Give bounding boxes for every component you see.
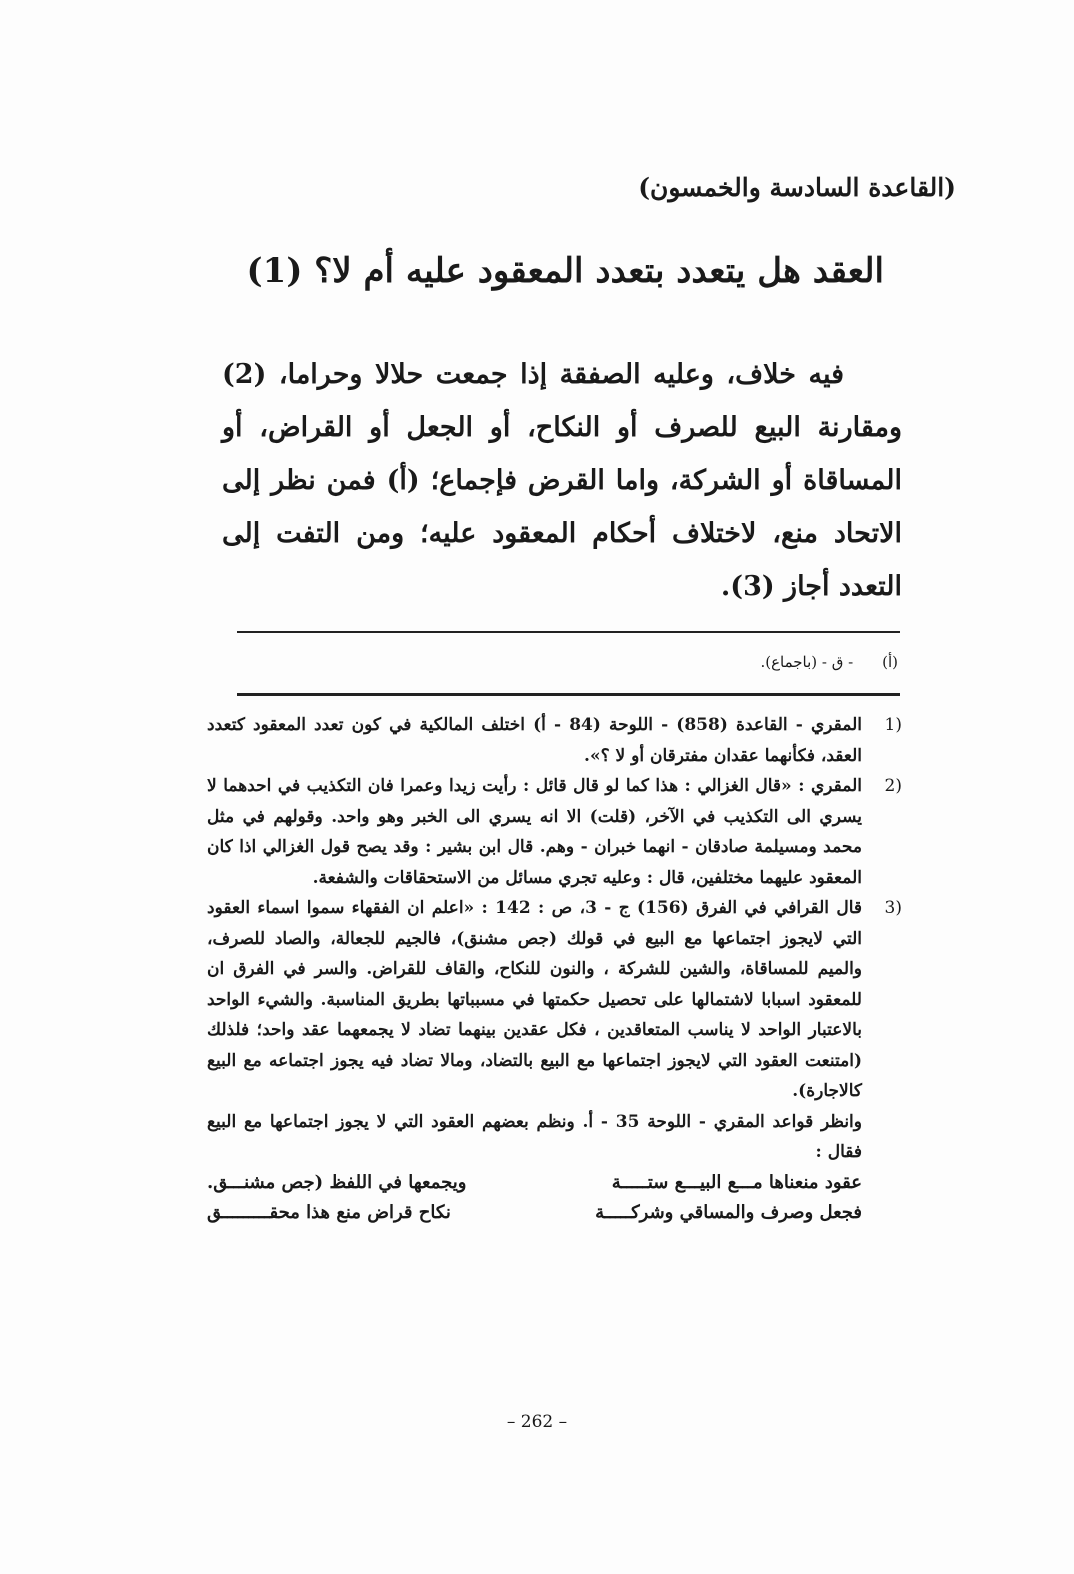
body-text xyxy=(222,348,902,613)
verse-hemistich: عقود منعناها مـــع البيـــع ستـــــة xyxy=(611,1171,862,1193)
footnote-3 xyxy=(207,893,902,1168)
page-number: – 262 – xyxy=(506,1412,568,1432)
footnote-number: (1 xyxy=(884,715,902,735)
footnote-text: المقري - القاعدة (858) - اللوحة (84 - أ) اختلف المالكية في كون تعدد المعقود كتعدد العقد، فكأنهما عقدان مفترقان أو لا ؟». xyxy=(207,715,862,766)
footnote-text: المقري : «قال الغزالي : هذا كما لو قال قائل : رأيت زيدا وعمرا فان التكذيب في احدهما لا يسري الى التكذيب في الآخر، (قلت) الا انه يسري الى الخبر وهو واحد. وقولهم في مثل محمد ومسيلمة صادقان - انهما خبران - وهم. قال ابن بشير : وقد يصح قول الغزالي اذا كان المعقود عليهما مختلفين، قال : وعليه تجري مسائل من الاستحقاقات والشفعة. xyxy=(207,776,862,888)
verse-line xyxy=(207,1168,902,1199)
footnote-separator-line xyxy=(237,693,900,696)
verse-hemistich: فجعل وصرف والمساقي وشركـــــة xyxy=(595,1202,862,1223)
footnote-number: (3 xyxy=(884,898,902,918)
verse-hemistich: نكاح قراض منع هذا محقـــــــــق xyxy=(207,1202,451,1223)
footnote-number: (2 xyxy=(884,776,902,796)
variant-note-marker: (أ) xyxy=(882,653,898,671)
footnote-2 xyxy=(207,771,902,893)
footnote-text: قال القرافي في الفرق (156) ج - 3، ص : 142 : «اعلم ان الفقهاء سموا اسماء العقود التي لايجوز اجتماعها مع البيع في قولك (جص مشنق)، فالجيم للجعالة، والصاد للصرف، والميم للمساقاة، والشين للشركة ، والنون للنكاح، والقاف للقراض. والسر في الفرق ان للمعقود اسبابا لاشتمالها على تحصيل حكمتها في مسبباتها بطريق المناسبة. والشيء الواحد بالاعتبار الواحد لا يناسب المتعاقدين ، فكل عقدين بينهما تضاد لا يجمعهما عقد واحد؛ فلذلك (امتنعت العقود التي لايجوز اجتماعها مع البيع بالتضاد، ومالا تضاد فيه يجوز اجتماعه مع البيع كالاجارة). xyxy=(207,898,863,1101)
rule-title: العقد هل يتعدد بتعدد المعقود عليه أم لا؟ (1) xyxy=(246,251,884,291)
variant-note-text: - ق - (باجماع). xyxy=(760,653,854,671)
footnote-text: وانظر قواعد المقري - اللوحة 35 - أ. ونظم بعضهم العقود التي لا يجوز اجتماعها مع البيع فقال : xyxy=(207,1111,862,1162)
verse-hemistich: ويجمعها في اللفظ (جص مشنـــق. xyxy=(207,1171,467,1193)
section-label: (القاعدة السادسة والخمسون) xyxy=(638,173,956,202)
variant-separator-line xyxy=(237,631,900,633)
footnotes xyxy=(207,710,902,1229)
variant-note xyxy=(298,649,898,675)
footnote-1 xyxy=(207,710,902,771)
body-paragraph: فيه خلاف، وعليه الصفقة إذا جمعت حلالا وحراما، (2) ومقارنة البيع للصرف أو النكاح، أو الجعل أو القراض، أو المساقاة أو الشركة، واما القرض فإجماع؛ (أ) فمن نظر إلى الاتحاد منع، لاختلاف أحكام المعقود عليه؛ ومن التفت إلى التعدد أجاز (3). xyxy=(222,359,902,602)
verse-line xyxy=(207,1198,902,1229)
